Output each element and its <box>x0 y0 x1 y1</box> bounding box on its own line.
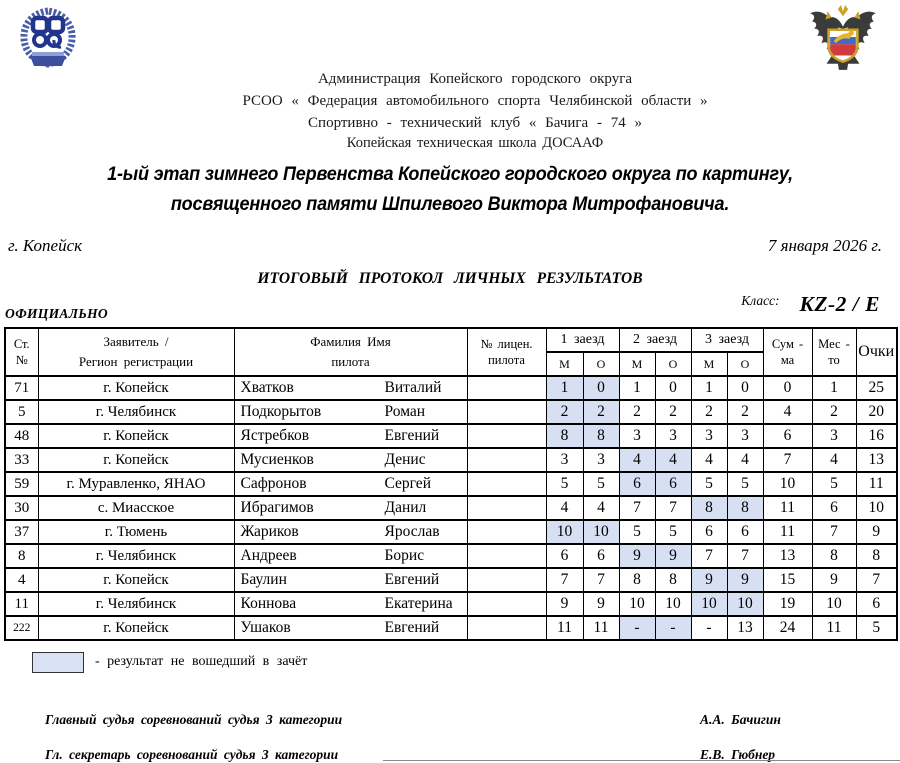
sport-ministry-eagle-emblem-icon <box>808 3 878 73</box>
race-m: 5 <box>619 520 655 544</box>
start-number: 33 <box>5 448 38 472</box>
start-number: 4 <box>5 568 38 592</box>
race-o: 0 <box>655 376 691 400</box>
race-m: 1 <box>691 376 727 400</box>
race-o: 6 <box>583 544 619 568</box>
region-cell: г. Копейск <box>38 376 234 400</box>
race-m: 9 <box>546 592 583 616</box>
race-o: 9 <box>583 592 619 616</box>
signature-row <box>45 712 900 728</box>
auto-federation-emblem-icon <box>17 7 79 71</box>
race-o: 4 <box>583 496 619 520</box>
sum-cell: 7 <box>763 448 812 472</box>
event-title-line-2: посвященного памяти Шпилевого Виктора Митрофановича. <box>170 194 730 215</box>
place-cell: 8 <box>812 544 856 568</box>
race-m: 3 <box>619 424 655 448</box>
header-text: пилота <box>331 354 370 369</box>
sum-cell: 4 <box>763 400 812 424</box>
page-bottom-rule <box>383 760 900 761</box>
race-o: 6 <box>655 472 691 496</box>
race-o: 8 <box>727 496 763 520</box>
race-m: 11 <box>546 616 583 640</box>
pilot-firstname: Евгений <box>384 427 440 444</box>
pilot-firstname: Евгений <box>384 571 440 588</box>
table-row <box>5 496 897 520</box>
region-cell: г. Копейск <box>38 448 234 472</box>
subheader-m: М <box>619 352 655 376</box>
license-cell <box>467 448 546 472</box>
sum-cell: 11 <box>763 520 812 544</box>
race-o: 6 <box>727 520 763 544</box>
race-m: 10 <box>546 520 583 544</box>
license-cell <box>467 376 546 400</box>
start-number: 222 <box>5 616 38 640</box>
col-header-race-3: 3 заезд <box>691 328 763 352</box>
pilot-surname: Мусиенков <box>240 451 314 468</box>
pilot-name-cell <box>234 592 467 616</box>
race-o: 8 <box>583 424 619 448</box>
pilot-name-cell <box>234 472 467 496</box>
race-o: 2 <box>583 400 619 424</box>
signature-role: Главный судья соревнований судья 3 категории <box>45 712 343 727</box>
col-header-race-1: 1 заезд <box>546 328 619 352</box>
race-m: 10 <box>691 592 727 616</box>
race-m: 1 <box>546 376 583 400</box>
race-o: 13 <box>727 616 763 640</box>
sum-cell: 13 <box>763 544 812 568</box>
race-o: 9 <box>727 568 763 592</box>
place-cell: 4 <box>812 448 856 472</box>
race-m: 6 <box>546 544 583 568</box>
header-text: Регион регистрации <box>78 354 194 369</box>
sum-cell: 0 <box>763 376 812 400</box>
race-o: 0 <box>583 376 619 400</box>
race-o: - <box>655 616 691 640</box>
sum-cell: 11 <box>763 496 812 520</box>
race-m: 7 <box>691 544 727 568</box>
license-cell <box>467 592 546 616</box>
pilot-surname: Сафронов <box>240 475 307 492</box>
header-text: Фамилия Имя <box>310 334 391 349</box>
header-text: ма <box>780 353 795 367</box>
region-cell: г. Муравленко, ЯНАО <box>38 472 234 496</box>
place-cell: 1 <box>812 376 856 400</box>
pilot-surname: Ушаков <box>240 619 291 636</box>
pilot-firstname: Роман <box>384 403 426 420</box>
race-m: 3 <box>691 424 727 448</box>
header-text: Заявитель / <box>103 334 169 349</box>
pilot-name-cell <box>234 544 467 568</box>
region-cell: с. Миасское <box>38 496 234 520</box>
col-header-sum <box>763 328 812 376</box>
race-m: 2 <box>619 400 655 424</box>
race-m: - <box>691 616 727 640</box>
place-cell: 10 <box>812 592 856 616</box>
race-m: 10 <box>619 592 655 616</box>
city-date-row <box>8 236 882 256</box>
race-m: 8 <box>691 496 727 520</box>
pilot-firstname: Екатерина <box>384 595 453 612</box>
license-cell <box>467 472 546 496</box>
header-text: Мес - <box>818 337 850 351</box>
protocol-title: ИТОГОВЫЙ ПРОТОКОЛ ЛИЧНЫХ РЕЗУЛЬТАТОВ <box>257 270 643 287</box>
start-number: 30 <box>5 496 38 520</box>
region-cell: г. Челябинск <box>38 400 234 424</box>
race-o: 2 <box>727 400 763 424</box>
pilot-surname: Ястребков <box>240 427 310 444</box>
class-row <box>741 292 880 317</box>
race-m: 4 <box>619 448 655 472</box>
race-o: 10 <box>727 592 763 616</box>
place-cell: 6 <box>812 496 856 520</box>
race-o: 0 <box>727 376 763 400</box>
col-header-start-number <box>5 328 38 376</box>
subheader-o: О <box>583 352 619 376</box>
race-m: 9 <box>619 544 655 568</box>
official-label: ОФИЦИАЛЬНО <box>5 306 108 321</box>
org-line-3: Спортивно - технический клуб « Бачига - 74 » <box>308 115 642 131</box>
region-cell: г. Челябинск <box>38 544 234 568</box>
pilot-firstname: Данил <box>384 499 427 516</box>
event-title <box>0 160 900 220</box>
race-o: 7 <box>583 568 619 592</box>
table-row <box>5 568 897 592</box>
race-m: 8 <box>546 424 583 448</box>
race-m: 4 <box>691 448 727 472</box>
pilot-firstname: Виталий <box>384 379 442 396</box>
table-row <box>5 472 897 496</box>
pilot-name-cell <box>234 520 467 544</box>
table-row <box>5 544 897 568</box>
race-m: 2 <box>546 400 583 424</box>
pilot-surname: Баулин <box>240 571 287 588</box>
race-o: 3 <box>583 448 619 472</box>
race-m: 7 <box>546 568 583 592</box>
org-line-1: Администрация Копейского городского округа <box>317 71 633 87</box>
table-row <box>5 376 897 400</box>
race-m: 9 <box>691 568 727 592</box>
points-cell: 9 <box>856 520 897 544</box>
race-m: 8 <box>619 568 655 592</box>
sum-cell: 10 <box>763 472 812 496</box>
table-row <box>5 592 897 616</box>
race-m: 7 <box>619 496 655 520</box>
start-number: 5 <box>5 400 38 424</box>
header-text: Сум - <box>771 337 804 351</box>
license-cell <box>467 400 546 424</box>
pilot-surname: Коннова <box>240 595 297 612</box>
points-cell: 6 <box>856 592 897 616</box>
start-number: 59 <box>5 472 38 496</box>
points-cell: 10 <box>856 496 897 520</box>
pilot-firstname: Денис <box>384 451 426 468</box>
pilot-surname: Ибрагимов <box>240 499 314 516</box>
race-o: 11 <box>583 616 619 640</box>
place-cell: 2 <box>812 400 856 424</box>
header-text: № лицен. <box>480 337 533 351</box>
header-text: № <box>15 353 28 367</box>
points-cell: 11 <box>856 472 897 496</box>
pilot-name-cell <box>234 616 467 640</box>
license-cell <box>467 568 546 592</box>
points-cell: 25 <box>856 376 897 400</box>
sum-cell: 19 <box>763 592 812 616</box>
pilot-name-cell <box>234 424 467 448</box>
place-cell: 5 <box>812 472 856 496</box>
signature-role: Гл. секретарь соревнований судья 3 категории <box>45 747 339 762</box>
race-m: 4 <box>546 496 583 520</box>
points-cell: 5 <box>856 616 897 640</box>
place-cell: 7 <box>812 520 856 544</box>
race-o: 7 <box>655 496 691 520</box>
race-m: 3 <box>546 448 583 472</box>
race-o: 10 <box>583 520 619 544</box>
start-number: 71 <box>5 376 38 400</box>
pilot-surname: Подкорытов <box>240 403 322 420</box>
class-value: KZ-2 / E <box>799 292 880 316</box>
license-cell <box>467 520 546 544</box>
pilot-surname: Хватков <box>240 379 294 396</box>
signature-name: Е.В. Гюбнер <box>700 747 776 762</box>
header-text: то <box>828 353 840 367</box>
class-label: Класс: <box>741 293 780 308</box>
subheader-o: О <box>727 352 763 376</box>
license-cell <box>467 544 546 568</box>
race-o: 9 <box>655 544 691 568</box>
sum-cell: 15 <box>763 568 812 592</box>
sum-cell: 6 <box>763 424 812 448</box>
race-o: 5 <box>583 472 619 496</box>
col-header-place <box>812 328 856 376</box>
race-o: 8 <box>655 568 691 592</box>
race-o: 4 <box>655 448 691 472</box>
col-header-license <box>467 328 546 376</box>
race-o: 4 <box>727 448 763 472</box>
legend-color-box <box>32 652 84 673</box>
place-cell: 11 <box>812 616 856 640</box>
race-o: 3 <box>727 424 763 448</box>
points-cell: 13 <box>856 448 897 472</box>
header-text: пилота <box>488 353 525 367</box>
start-number: 8 <box>5 544 38 568</box>
col-header-entrant <box>38 328 234 376</box>
start-number: 37 <box>5 520 38 544</box>
sum-cell: 24 <box>763 616 812 640</box>
org-line-4: Копейская техническая школа ДОСААФ <box>346 135 604 151</box>
pilot-firstname: Евгений <box>384 619 440 636</box>
subheader-o: О <box>655 352 691 376</box>
race-m: 5 <box>546 472 583 496</box>
pilot-surname: Жариков <box>240 523 299 540</box>
race-m: 6 <box>619 472 655 496</box>
org-header <box>70 68 880 153</box>
pilot-name-cell <box>234 448 467 472</box>
event-title-line-1: 1-ый этап зимнего Первенства Копейского городского округа по картингу, <box>107 164 793 185</box>
org-line-2: РСОО « Федерация автомобильного спорта Челябинской области » <box>242 93 708 109</box>
header-row-1 <box>5 328 897 352</box>
legend-text: - результат не вошедший в зачёт <box>95 654 308 669</box>
header-text: Ст. <box>13 337 30 351</box>
race-o: 7 <box>727 544 763 568</box>
table-row <box>5 424 897 448</box>
region-cell: г. Челябинск <box>38 592 234 616</box>
region-cell: г. Копейск <box>38 424 234 448</box>
pilot-firstname: Ярослав <box>384 523 440 540</box>
race-m: 5 <box>691 472 727 496</box>
license-cell <box>467 424 546 448</box>
points-cell: 20 <box>856 400 897 424</box>
col-header-pilot-name <box>234 328 467 376</box>
pilot-name-cell <box>234 496 467 520</box>
results-table <box>4 327 898 641</box>
race-o: 5 <box>727 472 763 496</box>
start-number: 48 <box>5 424 38 448</box>
pilot-firstname: Сергей <box>384 475 431 492</box>
region-cell: г. Тюмень <box>38 520 234 544</box>
race-o: 5 <box>655 520 691 544</box>
region-cell: г. Копейск <box>38 568 234 592</box>
date-label: 7 января 2026 г. <box>767 236 882 255</box>
pilot-name-cell <box>234 568 467 592</box>
points-cell: 8 <box>856 544 897 568</box>
race-m: - <box>619 616 655 640</box>
license-cell <box>467 616 546 640</box>
place-cell: 3 <box>812 424 856 448</box>
race-o: 3 <box>655 424 691 448</box>
col-header-race-2: 2 заезд <box>619 328 691 352</box>
table-row <box>5 520 897 544</box>
pilot-surname: Андреев <box>240 547 297 564</box>
table-row <box>5 448 897 472</box>
subheader-m: М <box>691 352 727 376</box>
table-row <box>5 400 897 424</box>
race-m: 2 <box>691 400 727 424</box>
place-cell: 9 <box>812 568 856 592</box>
points-cell: 7 <box>856 568 897 592</box>
race-m: 6 <box>691 520 727 544</box>
col-header-points: Очки <box>856 328 897 376</box>
city-label: г. Копейск <box>8 236 83 255</box>
race-o: 2 <box>655 400 691 424</box>
region-cell: г. Копейск <box>38 616 234 640</box>
points-cell: 16 <box>856 424 897 448</box>
pilot-name-cell <box>234 400 467 424</box>
pilot-firstname: Борис <box>384 547 425 564</box>
signature-name: А.А. Бачигин <box>700 712 781 727</box>
race-m: 1 <box>619 376 655 400</box>
results-tbody <box>5 376 897 640</box>
race-o: 10 <box>655 592 691 616</box>
pilot-name-cell <box>234 376 467 400</box>
license-cell <box>467 496 546 520</box>
table-row <box>5 616 897 640</box>
start-number: 11 <box>5 592 38 616</box>
subheader-m: М <box>546 352 583 376</box>
